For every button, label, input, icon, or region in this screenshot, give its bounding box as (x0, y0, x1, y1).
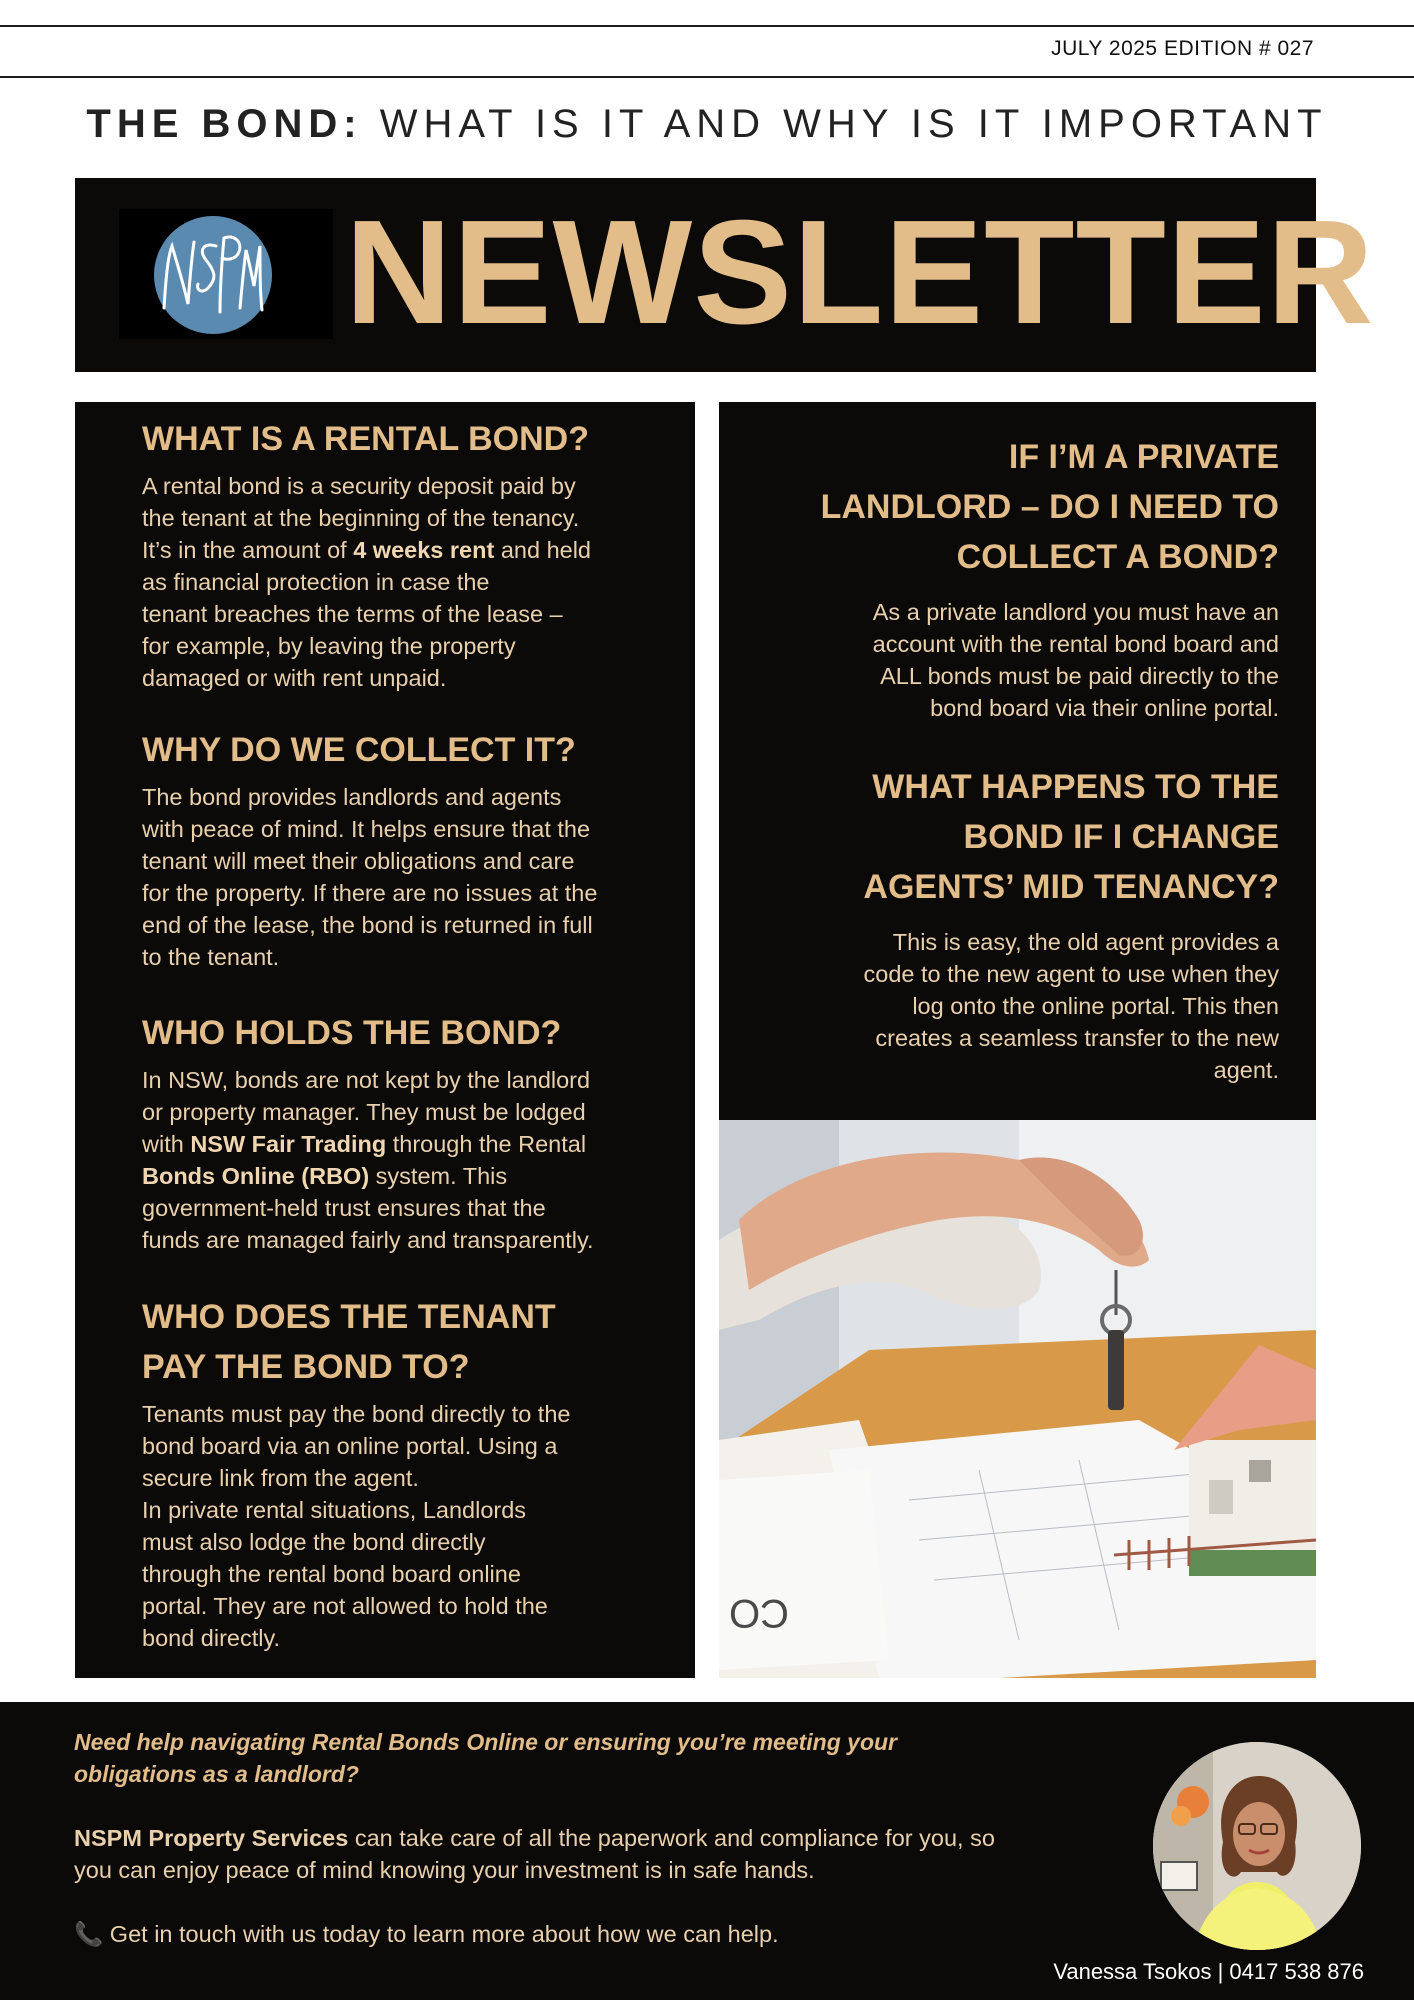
body-line: The bond provides landlords and agents (142, 784, 562, 810)
body-line: through the rental bond board online (142, 1561, 521, 1587)
footer-call-to-action (74, 1918, 1114, 1950)
newsletter-banner (75, 178, 1375, 372)
left-column-panel (75, 402, 695, 1678)
body-line: government-held trust ensures that the (142, 1195, 546, 1221)
section-heading (142, 1292, 682, 1392)
body-line: This is easy, the old agent provides a (892, 929, 1279, 955)
body-emphasis: 4 weeks rent (353, 537, 495, 563)
top-rule (0, 25, 1414, 27)
body-line: In NSW, bonds are not kept by the landlord (142, 1067, 591, 1093)
body-line: bond directly. (142, 1625, 281, 1651)
body-line: It’s in the amount of (142, 537, 354, 563)
body-line: to the tenant. (142, 944, 280, 970)
body-line: A rental bond is a security deposit paid by (142, 473, 576, 499)
heading-line: PAY THE BOND TO? (142, 1348, 470, 1386)
body-line: log onto the online portal. This then (912, 993, 1279, 1019)
section-heading: WHY DO WE COLLECT IT? (142, 731, 576, 769)
section-heading: WHAT IS A RENTAL BOND? (142, 420, 589, 458)
edition-label: JULY 2025 EDITION # 027 (1051, 37, 1314, 60)
logo-circle (154, 216, 272, 334)
section-private-landlord (759, 432, 1279, 724)
photo-illustration (719, 1120, 1316, 1678)
body-line: you can enjoy peace of mind knowing your investment is in safe hands. (74, 1857, 815, 1883)
avatar (1153, 1742, 1361, 1950)
footer-cta-panel (0, 1702, 1414, 2000)
section-body (142, 781, 682, 973)
avatar-portrait (1153, 1742, 1361, 1950)
section-heading (759, 432, 1279, 582)
heading-line: WHO DOES THE TENANT (142, 1298, 556, 1336)
body-emphasis: NSW Fair Trading (190, 1131, 387, 1157)
body-line: end of the lease, the bond is returned in full (142, 912, 593, 938)
contact-line: Vanessa Tsokos | 0417 538 876 (1053, 1959, 1364, 1984)
body-line: must also lodge the bond directly (142, 1529, 486, 1555)
body-line: can take care of all the paperwork and compliance for you, so (348, 1825, 995, 1851)
footer-question (74, 1726, 1054, 1790)
body-line: tenant will meet their obligations and care (142, 848, 575, 874)
section-who-holds (142, 1008, 682, 1256)
section-who-pay (142, 1292, 682, 1654)
body-line: code to the new agent to use when they (863, 961, 1279, 987)
section-heading (759, 762, 1279, 912)
body-line: Tenants must pay the bond directly to the (142, 1401, 571, 1427)
logo-script-icon (154, 216, 272, 334)
section-body (759, 596, 1279, 724)
nspm-logo (119, 209, 333, 339)
body-line: As a private landlord you must have an (872, 599, 1279, 625)
body-line: with peace of mind. It helps ensure that the (142, 816, 591, 842)
section-body (759, 926, 1279, 1086)
key-handover-photo (719, 1120, 1316, 1678)
body-line: ALL bonds must be paid directly to the (880, 663, 1279, 689)
section-change-agents (759, 762, 1279, 1086)
body-emphasis: Bonds Online (RBO) (142, 1163, 370, 1189)
heading-line: IF I’M A PRIVATE (1008, 438, 1279, 476)
body-line: funds are managed fairly and transparently. (142, 1227, 594, 1253)
header-rule (0, 76, 1414, 78)
svg-text:CO: CO (729, 1591, 789, 1635)
section-body (142, 1064, 682, 1256)
body-line: for example, by leaving the property (142, 633, 516, 659)
body-line: and held (494, 537, 591, 563)
body-line: through the Rental (386, 1131, 587, 1157)
body-line: bond board via an online portal. Using a (142, 1433, 558, 1459)
headline-rest: WHAT IS IT AND WHY IS IT IMPORTANT (379, 102, 1328, 146)
company-name: NSPM Property Services (74, 1825, 349, 1851)
body-line: damaged or with rent unpaid. (142, 665, 447, 691)
body-line: secure link from the agent. (142, 1465, 419, 1491)
footer-body (74, 1822, 1114, 1886)
body-line: as financial protection in case the (142, 569, 490, 595)
heading-line: BOND IF I CHANGE (963, 818, 1279, 856)
question-line: Need help navigating Rental Bonds Online or ensuring you’re meeting your (74, 1729, 898, 1755)
body-line: agent. (1213, 1057, 1279, 1083)
body-line: with (142, 1131, 191, 1157)
heading-line: COLLECT A BOND? (956, 538, 1279, 576)
section-body (142, 1398, 682, 1654)
headline-bold: THE BOND: (86, 102, 363, 146)
body-line: portal. They are not allowed to hold the (142, 1593, 548, 1619)
cta-text: Get in touch with us today to learn more about how we can help. (103, 1921, 779, 1947)
heading-line: LANDLORD – DO I NEED TO (820, 488, 1279, 526)
body-line: for the property. If there are no issues at the (142, 880, 598, 906)
page-headline (0, 102, 1414, 147)
section-heading: WHO HOLDS THE BOND? (142, 1014, 562, 1052)
body-line: system. This (369, 1163, 508, 1189)
body-line: the tenant at the beginning of the tenancy. (142, 505, 580, 531)
section-body (142, 470, 682, 694)
heading-line: AGENTS’ MID TENANCY? (863, 868, 1279, 906)
body-line: bond board via their online portal. (930, 695, 1279, 721)
phone-icon: 📞 (74, 1921, 104, 1947)
body-line: or property manager. They must be lodged (142, 1099, 586, 1125)
heading-line: WHAT HAPPENS TO THE (872, 768, 1279, 806)
body-line: account with the rental bond board and (872, 631, 1279, 657)
section-why-collect (142, 725, 682, 973)
question-line: obligations as a landlord? (74, 1761, 359, 1787)
right-column-panel (719, 402, 1316, 1120)
banner-title: NEWSLETTER (345, 190, 1375, 355)
body-line: tenant breaches the terms of the lease – (142, 601, 563, 627)
body-line: creates a seamless transfer to the new (875, 1025, 1279, 1051)
section-what-is-bond (142, 414, 682, 694)
body-line: In private rental situations, Landlords (142, 1497, 527, 1523)
